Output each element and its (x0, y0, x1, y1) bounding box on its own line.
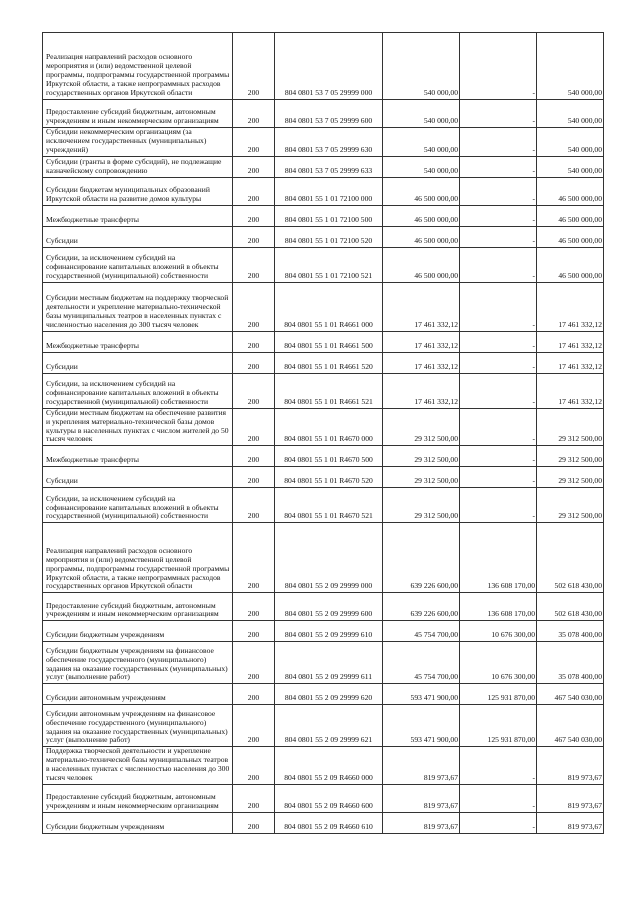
row-rest-cell: 17 461 332,12 (537, 331, 604, 352)
row-plan-cell: 540 000,00 (383, 128, 460, 157)
row-exec-cell: - (460, 373, 537, 408)
row-code-cell: 200 (233, 373, 275, 408)
row-exec-cell: - (460, 226, 537, 247)
row-rest-cell: 540 000,00 (537, 33, 604, 100)
row-plan-cell: 593 471 900,00 (383, 684, 460, 705)
row-rest-cell: 819 973,67 (537, 747, 604, 785)
row-plan-cell: 29 312 500,00 (383, 488, 460, 523)
row-name-cell: Субсидии автономным учреждениям на финансовое обеспечение государственного (муниципального) задания на оказание государственных (муниципальных) услуг (выполнение работ) (43, 705, 233, 747)
table-row (43, 177, 604, 205)
row-rest-cell: 17 461 332,12 (537, 352, 604, 373)
row-code-cell: 200 (233, 705, 275, 747)
table-row (43, 784, 604, 812)
row-plan-cell: 46 500 000,00 (383, 205, 460, 226)
row-kbk-cell: 804 0801 55 1 01 72100 521 (275, 247, 383, 282)
row-kbk-cell: 804 0801 55 2 09 R4660 610 (275, 812, 383, 833)
table-row (43, 621, 604, 642)
row-code-cell: 200 (233, 621, 275, 642)
row-code-cell: 200 (233, 446, 275, 467)
row-name-cell: Субсидии бюджетам муниципальных образований Иркутской области на развитие домов культуры (43, 177, 233, 205)
row-exec-cell: 10 676 300,00 (460, 621, 537, 642)
row-name-cell: Предоставление субсидий бюджетным, автономным учреждениям и иным некоммерческим организациям (43, 593, 233, 621)
row-rest-cell: 29 312 500,00 (537, 467, 604, 488)
row-plan-cell: 540 000,00 (383, 33, 460, 100)
row-plan-cell: 46 500 000,00 (383, 226, 460, 247)
row-exec-cell: - (460, 331, 537, 352)
row-exec-cell: 136 608 170,00 (460, 523, 537, 593)
row-code-cell: 200 (233, 128, 275, 157)
row-plan-cell: 29 312 500,00 (383, 408, 460, 446)
row-kbk-cell: 804 0801 55 2 09 29999 611 (275, 642, 383, 684)
row-kbk-cell: 804 0801 55 1 01 72100 520 (275, 226, 383, 247)
row-plan-cell: 639 226 600,00 (383, 523, 460, 593)
row-kbk-cell: 804 0801 55 2 09 29999 600 (275, 593, 383, 621)
row-plan-cell: 819 973,67 (383, 812, 460, 833)
row-rest-cell: 540 000,00 (537, 128, 604, 157)
row-exec-cell: - (460, 177, 537, 205)
row-kbk-cell: 804 0801 55 2 09 R4660 000 (275, 747, 383, 785)
budget-table (42, 32, 604, 834)
row-kbk-cell: 804 0801 55 2 09 29999 620 (275, 684, 383, 705)
row-name-cell: Субсидии (43, 226, 233, 247)
row-kbk-cell: 804 0801 55 1 01 R4661 500 (275, 331, 383, 352)
row-exec-cell: - (460, 282, 537, 331)
table-row (43, 467, 604, 488)
row-exec-cell: 10 676 300,00 (460, 642, 537, 684)
row-name-cell: Субсидии местным бюджетам на поддержку творческой деятельности и укрепление материально-технической базы муниципальных театров в населенных пунктах с численностью населения до 300 тысяч человек (43, 282, 233, 331)
row-kbk-cell: 804 0801 55 1 01 R4670 500 (275, 446, 383, 467)
row-plan-cell: 819 973,67 (383, 784, 460, 812)
row-exec-cell: - (460, 784, 537, 812)
row-kbk-cell: 804 0801 55 1 01 R4670 000 (275, 408, 383, 446)
row-rest-cell: 46 500 000,00 (537, 226, 604, 247)
row-kbk-cell: 804 0801 55 2 09 29999 000 (275, 523, 383, 593)
row-code-cell: 200 (233, 408, 275, 446)
table-row (43, 408, 604, 446)
row-kbk-cell: 804 0801 53 7 05 29999 630 (275, 128, 383, 157)
row-plan-cell: 29 312 500,00 (383, 446, 460, 467)
row-code-cell: 200 (233, 747, 275, 785)
row-exec-cell: - (460, 205, 537, 226)
row-name-cell: Межбюджетные трансферты (43, 205, 233, 226)
row-rest-cell: 17 461 332,12 (537, 282, 604, 331)
row-name-cell: Субсидии некоммерческим организациям (за исключением государственных (муниципальных) учреждений) (43, 128, 233, 157)
row-name-cell: Субсидии (43, 352, 233, 373)
row-plan-cell: 45 754 700,00 (383, 642, 460, 684)
table-row (43, 205, 604, 226)
row-exec-cell: - (460, 156, 537, 177)
row-kbk-cell: 804 0801 53 7 05 29999 633 (275, 156, 383, 177)
row-kbk-cell: 804 0801 53 7 05 29999 000 (275, 33, 383, 100)
budget-execution-sheet (42, 32, 603, 834)
row-rest-cell: 467 540 030,00 (537, 705, 604, 747)
row-code-cell: 200 (233, 282, 275, 331)
table-row (43, 282, 604, 331)
row-code-cell: 200 (233, 593, 275, 621)
row-kbk-cell: 804 0801 55 1 01 R4661 000 (275, 282, 383, 331)
row-rest-cell: 819 973,67 (537, 784, 604, 812)
row-exec-cell: - (460, 467, 537, 488)
row-code-cell: 200 (233, 684, 275, 705)
row-code-cell: 200 (233, 205, 275, 226)
row-rest-cell: 502 618 430,00 (537, 593, 604, 621)
table-row (43, 247, 604, 282)
table-row (43, 226, 604, 247)
row-code-cell: 200 (233, 33, 275, 100)
row-exec-cell: 125 931 870,00 (460, 684, 537, 705)
row-name-cell: Субсидии бюджетным учреждениям (43, 812, 233, 833)
row-name-cell: Реализация направлений расходов основного мероприятия и (или) ведомственной целевой программы, подпрограммы государственной программы Иркутской области, а также непрограммных расходов государственных органов Иркутской области (43, 33, 233, 100)
row-code-cell: 200 (233, 352, 275, 373)
row-plan-cell: 540 000,00 (383, 100, 460, 128)
row-name-cell: Субсидии, за исключением субсидий на софинансирование капитальных вложений в объекты государственной (муниципальной) собственности (43, 488, 233, 523)
row-rest-cell: 46 500 000,00 (537, 205, 604, 226)
table-row (43, 523, 604, 593)
row-exec-cell: - (460, 408, 537, 446)
row-plan-cell: 45 754 700,00 (383, 621, 460, 642)
row-name-cell: Субсидии автономным учреждениям (43, 684, 233, 705)
row-code-cell: 200 (233, 156, 275, 177)
row-rest-cell: 46 500 000,00 (537, 177, 604, 205)
table-row (43, 33, 604, 100)
row-exec-cell: - (460, 352, 537, 373)
table-row (43, 156, 604, 177)
row-exec-cell: - (460, 747, 537, 785)
row-name-cell: Субсидии местным бюджетам на обеспечение развития и укрепления материально-технической базы домов культуры в населенных пунктах с числом жителей до 50 тысяч человек (43, 408, 233, 446)
row-exec-cell: - (460, 100, 537, 128)
row-rest-cell: 29 312 500,00 (537, 408, 604, 446)
table-row (43, 100, 604, 128)
table-row (43, 488, 604, 523)
row-rest-cell: 540 000,00 (537, 156, 604, 177)
table-row (43, 128, 604, 157)
row-name-cell: Субсидии бюджетным учреждениям (43, 621, 233, 642)
row-code-cell: 200 (233, 488, 275, 523)
row-rest-cell: 29 312 500,00 (537, 446, 604, 467)
row-name-cell: Предоставление субсидий бюджетным, автономным учреждениям и иным некоммерческим организациям (43, 784, 233, 812)
row-kbk-cell: 804 0801 55 1 01 R4670 521 (275, 488, 383, 523)
row-kbk-cell: 804 0801 55 2 09 29999 610 (275, 621, 383, 642)
row-code-cell: 200 (233, 784, 275, 812)
table-row (43, 747, 604, 785)
row-code-cell: 200 (233, 642, 275, 684)
row-code-cell: 200 (233, 467, 275, 488)
row-name-cell: Предоставление субсидий бюджетным, автономным учреждениям и иным некоммерческим организациям (43, 100, 233, 128)
row-rest-cell: 540 000,00 (537, 100, 604, 128)
row-rest-cell: 29 312 500,00 (537, 488, 604, 523)
row-plan-cell: 639 226 600,00 (383, 593, 460, 621)
table-row (43, 331, 604, 352)
row-kbk-cell: 804 0801 53 7 05 29999 600 (275, 100, 383, 128)
row-plan-cell: 540 000,00 (383, 156, 460, 177)
table-row (43, 812, 604, 833)
row-kbk-cell: 804 0801 55 2 09 R4660 600 (275, 784, 383, 812)
table-row (43, 684, 604, 705)
row-exec-cell: - (460, 488, 537, 523)
row-code-cell: 200 (233, 523, 275, 593)
row-code-cell: 200 (233, 177, 275, 205)
row-plan-cell: 17 461 332,12 (383, 282, 460, 331)
row-name-cell: Межбюджетные трансферты (43, 331, 233, 352)
row-rest-cell: 467 540 030,00 (537, 684, 604, 705)
row-code-cell: 200 (233, 226, 275, 247)
row-code-cell: 200 (233, 331, 275, 352)
table-row (43, 352, 604, 373)
row-name-cell: Реализация направлений расходов основного мероприятия и (или) ведомственной целевой программы, подпрограммы государственной программы Иркутской области, а также непрограммных расходов государственных органов Иркутской области (43, 523, 233, 593)
row-code-cell: 200 (233, 812, 275, 833)
row-exec-cell: - (460, 247, 537, 282)
row-rest-cell: 35 078 400,00 (537, 621, 604, 642)
row-plan-cell: 17 461 332,12 (383, 373, 460, 408)
table-row (43, 593, 604, 621)
row-kbk-cell: 804 0801 55 1 01 72100 500 (275, 205, 383, 226)
row-name-cell: Поддержка творческой деятельности и укрепление материально-технической базы муниципальных театров в населенных пунктах с численностью населения до 300 тысяч человек (43, 747, 233, 785)
row-kbk-cell: 804 0801 55 1 01 72100 000 (275, 177, 383, 205)
row-kbk-cell: 804 0801 55 2 09 29999 621 (275, 705, 383, 747)
row-rest-cell: 819 973,67 (537, 812, 604, 833)
table-row (43, 373, 604, 408)
row-name-cell: Субсидии (43, 467, 233, 488)
row-rest-cell: 35 078 400,00 (537, 642, 604, 684)
row-exec-cell: - (460, 33, 537, 100)
row-exec-cell: - (460, 446, 537, 467)
row-plan-cell: 17 461 332,12 (383, 352, 460, 373)
row-exec-cell: 136 608 170,00 (460, 593, 537, 621)
row-plan-cell: 29 312 500,00 (383, 467, 460, 488)
row-rest-cell: 46 500 000,00 (537, 247, 604, 282)
row-rest-cell: 17 461 332,12 (537, 373, 604, 408)
row-name-cell: Субсидии бюджетным учреждениям на финансовое обеспечение государственного (муниципального) задания на оказание государственных (муниципальных) услуг (выполнение работ) (43, 642, 233, 684)
table-row (43, 642, 604, 684)
row-plan-cell: 819 973,67 (383, 747, 460, 785)
row-plan-cell: 46 500 000,00 (383, 177, 460, 205)
row-plan-cell: 593 471 900,00 (383, 705, 460, 747)
row-code-cell: 200 (233, 100, 275, 128)
row-exec-cell: - (460, 812, 537, 833)
row-exec-cell: 125 931 870,00 (460, 705, 537, 747)
row-code-cell: 200 (233, 247, 275, 282)
row-exec-cell: - (460, 128, 537, 157)
row-name-cell: Межбюджетные трансферты (43, 446, 233, 467)
row-name-cell: Субсидии, за исключением субсидий на софинансирование капитальных вложений в объекты государственной (муниципальной) собственности (43, 247, 233, 282)
budget-table-body (43, 33, 604, 834)
table-row (43, 446, 604, 467)
row-plan-cell: 17 461 332,12 (383, 331, 460, 352)
row-kbk-cell: 804 0801 55 1 01 R4661 520 (275, 352, 383, 373)
row-plan-cell: 46 500 000,00 (383, 247, 460, 282)
row-name-cell: Субсидии, за исключением субсидий на софинансирование капитальных вложений в объекты государственной (муниципальной) собственности (43, 373, 233, 408)
row-name-cell: Субсидии (гранты в форме субсидий), не подлежащие казначейскому сопровождению (43, 156, 233, 177)
table-row (43, 705, 604, 747)
row-rest-cell: 502 618 430,00 (537, 523, 604, 593)
row-kbk-cell: 804 0801 55 1 01 R4661 521 (275, 373, 383, 408)
row-kbk-cell: 804 0801 55 1 01 R4670 520 (275, 467, 383, 488)
